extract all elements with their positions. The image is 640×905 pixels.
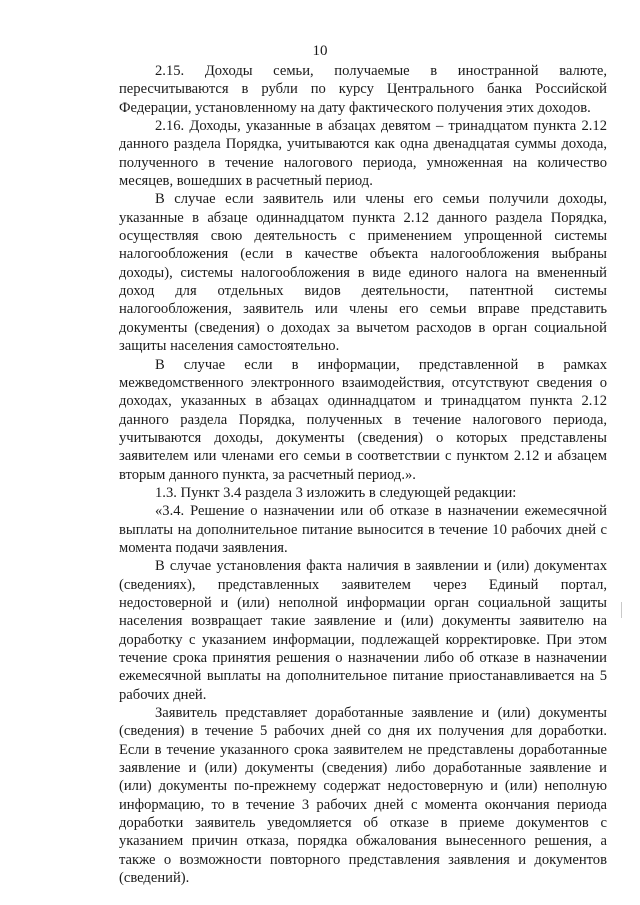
paragraph-interagency-info: В случае если в информации, представленной в рамках межведомственного электронного взаимодействия, отсутствуют сведения о доходах, указанных в абзацах одиннадцатом и тринадцатом пункта 2.12 данного раздела Порядка, полученных в течение налогового периода, учитываются доходы, документы (сведения) о которых представлены заявителем или членами его семьи в соответствии с пунктом 2.12 и абзацем вторым данного пункта, за расчетный период.». xyxy=(119,356,607,483)
scan-artifact xyxy=(621,602,622,618)
paragraph-2-16: 2.16. Доходы, указанные в абзацах девятом – тринадцатом пункта 2.12 данного раздела Порядка, учитываются как одна двенадцатая суммы дохода, полученного в течение налогового периода, умноженная на количество месяцев, вошедших в расчетный период. xyxy=(119,118,607,190)
paragraph-simplified-taxation: В случае если заявитель или члены его семьи получили доходы, указанные в абзаце одиннадцатом пункта 2.12 данного раздела Порядка, осуществляя свою деятельность с применением упрощенной системы налогообложения (если в качестве объекта налогообложения выбраны доходы), системы налогообложения в виде единого налога на вмененный доход для отдельных видов деятельности, патентной системы налогообложения, заявитель или члены его семьи вправе представить документы (сведения) о доходах за вычетом расходов в орган социальной защиты населения самостоятельно. xyxy=(119,191,607,355)
paragraph-revised-submission: Заявитель представляет доработанные заявление и (или) документы (сведения) в течение 5 рабочих дней со дня их получения для доработки. Если в течение указанного срока заявителем не представлены доработанные заявление и (или) документы (сведения) либо доработанные заявление и (или) документы по-прежнему содержат недостоверную и (или) неполную информацию, то в течение 3 рабочих дней с момента окончания периода доработки заявитель уведомляется об отказе в приеме документов с указанием причин отказа, порядка обжалования вынесенного решения, а также о возможности повторного представления заявления и документов (сведений). xyxy=(119,705,607,887)
document-body xyxy=(119,62,607,887)
paragraph-1-3: 1.3. Пункт 3.4 раздела 3 изложить в следующей редакции: xyxy=(155,484,517,501)
page-number: 10 xyxy=(312,43,328,59)
paragraph-2-15: 2.15. Доходы семьи, получаемые в иностранной валюте, пересчитываются в рубли по курсу Центрального банка Российской Федерации, установленному на дату фактического получения этих доходов. xyxy=(119,63,607,116)
paragraph-3-4: «3.4. Решение о назначении или об отказе в назначении ежемесячной выплаты на дополнительное питание выносится в течение 10 рабочих дней с момента подачи заявления. xyxy=(119,503,607,556)
paragraph-return-for-revision: В случае установления факта наличия в заявлении и (или) документах (сведениях), представленных заявителем через Единый портал, недостоверной и (или) неполной информации орган социальной защиты населения возвращает такие заявление и (или) документы заявителю на доработку с указанием информации, подлежащей корректировке. При этом течение срока принятия решения о назначении либо об отказе в назначении ежемесячной выплаты на дополнительное питание приостанавливается на 5 рабочих дней. xyxy=(119,558,607,703)
